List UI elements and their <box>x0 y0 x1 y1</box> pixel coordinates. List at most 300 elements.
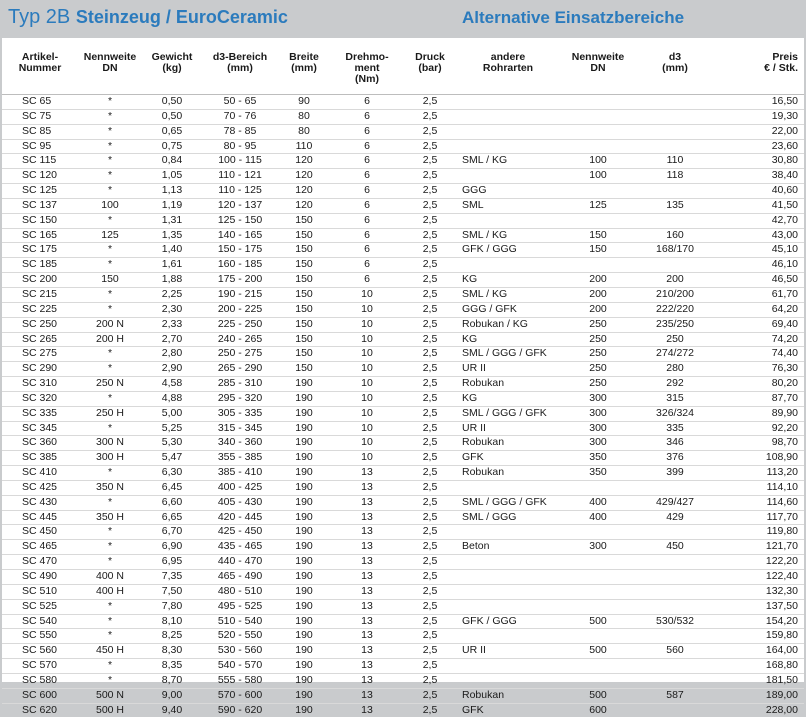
cell-preis: 22,00 <box>714 124 804 139</box>
column-header-line: Drehmo- <box>330 52 404 63</box>
cell-alt-nennweite-dn: 500 <box>560 644 636 659</box>
cell-preis: 40,60 <box>714 184 804 199</box>
cell-nennweite-dn: * <box>78 525 142 540</box>
cell-alt-nennweite-dn: 150 <box>560 243 636 258</box>
cell-artikel-nummer: SC 425 <box>2 480 78 495</box>
table-row <box>2 332 804 347</box>
table-row <box>2 673 804 688</box>
cell-alt-nennweite-dn: 100 <box>560 154 636 169</box>
cell-andere-rohrarten: GFK <box>456 451 560 466</box>
cell-alt-nennweite-dn: 300 <box>560 540 636 555</box>
cell-andere-rohrarten <box>456 213 560 228</box>
cell-d3-bereich: 125 - 150 <box>202 213 278 228</box>
cell-andere-rohrarten: KG <box>456 273 560 288</box>
table-row <box>2 421 804 436</box>
cell-artikel-nummer: SC 385 <box>2 451 78 466</box>
column-header-line: Nennweite <box>560 52 636 63</box>
column-header-breite <box>278 52 330 95</box>
cell-nennweite-dn: 400 N <box>78 570 142 585</box>
cell-d3-bereich: 400 - 425 <box>202 480 278 495</box>
cell-artikel-nummer: SC 335 <box>2 406 78 421</box>
cell-preis: 42,70 <box>714 213 804 228</box>
cell-nennweite-dn: * <box>78 169 142 184</box>
cell-andere-rohrarten: GGG <box>456 184 560 199</box>
cell-d3-bereich: 495 - 525 <box>202 599 278 614</box>
cell-druck: 2,5 <box>404 95 456 110</box>
cell-alt-d3 <box>636 213 714 228</box>
cell-drehmoment: 10 <box>330 362 404 377</box>
cell-breite: 190 <box>278 555 330 570</box>
cell-preis: 64,20 <box>714 302 804 317</box>
table-row <box>2 154 804 169</box>
cell-gewicht: 6,90 <box>142 540 202 555</box>
cell-gewicht: 2,33 <box>142 317 202 332</box>
cell-alt-nennweite-dn: 600 <box>560 703 636 717</box>
cell-nennweite-dn: * <box>78 362 142 377</box>
cell-drehmoment: 6 <box>330 124 404 139</box>
cell-druck: 2,5 <box>404 629 456 644</box>
cell-druck: 2,5 <box>404 154 456 169</box>
cell-gewicht: 7,80 <box>142 599 202 614</box>
cell-alt-d3: 250 <box>636 332 714 347</box>
cell-gewicht: 0,65 <box>142 124 202 139</box>
cell-breite: 120 <box>278 184 330 199</box>
cell-d3-bereich: 50 - 65 <box>202 95 278 110</box>
cell-breite: 80 <box>278 124 330 139</box>
column-header-gewicht <box>142 52 202 95</box>
cell-nennweite-dn: * <box>78 659 142 674</box>
cell-gewicht: 1,35 <box>142 228 202 243</box>
cell-drehmoment: 13 <box>330 614 404 629</box>
cell-artikel-nummer: SC 620 <box>2 703 78 717</box>
cell-nennweite-dn: * <box>78 629 142 644</box>
cell-nennweite-dn: 200 H <box>78 332 142 347</box>
cell-drehmoment: 10 <box>330 391 404 406</box>
column-header-andere-rohrarten <box>456 52 560 95</box>
cell-alt-nennweite-dn: 350 <box>560 451 636 466</box>
table-row <box>2 555 804 570</box>
cell-gewicht: 1,13 <box>142 184 202 199</box>
cell-preis: 16,50 <box>714 95 804 110</box>
cell-andere-rohrarten: Robukan <box>456 466 560 481</box>
table-row <box>2 629 804 644</box>
cell-drehmoment: 13 <box>330 644 404 659</box>
cell-d3-bereich: 590 - 620 <box>202 703 278 717</box>
cell-drehmoment: 13 <box>330 510 404 525</box>
table-row <box>2 599 804 614</box>
cell-andere-rohrarten <box>456 124 560 139</box>
cell-alt-d3 <box>636 703 714 717</box>
cell-preis: 168,80 <box>714 659 804 674</box>
cell-andere-rohrarten: Robukan <box>456 688 560 703</box>
cell-alt-d3: 235/250 <box>636 317 714 332</box>
cell-drehmoment: 6 <box>330 95 404 110</box>
table-row <box>2 109 804 124</box>
cell-breite: 190 <box>278 525 330 540</box>
cell-drehmoment: 10 <box>330 436 404 451</box>
cell-nennweite-dn: * <box>78 673 142 688</box>
cell-alt-nennweite-dn <box>560 139 636 154</box>
cell-andere-rohrarten: SML / GGG / GFK <box>456 406 560 421</box>
cell-alt-d3: 135 <box>636 198 714 213</box>
column-header-alt-d3 <box>636 52 714 95</box>
cell-breite: 120 <box>278 154 330 169</box>
cell-d3-bereich: 70 - 76 <box>202 109 278 124</box>
cell-breite: 150 <box>278 213 330 228</box>
cell-drehmoment: 10 <box>330 421 404 436</box>
cell-alt-nennweite-dn: 250 <box>560 332 636 347</box>
cell-artikel-nummer: SC 275 <box>2 347 78 362</box>
cell-gewicht: 6,60 <box>142 495 202 510</box>
cell-preis: 76,30 <box>714 362 804 377</box>
cell-breite: 190 <box>278 495 330 510</box>
cell-nennweite-dn: 400 H <box>78 584 142 599</box>
cell-preis: 154,20 <box>714 614 804 629</box>
cell-nennweite-dn: * <box>78 347 142 362</box>
cell-druck: 2,5 <box>404 124 456 139</box>
cell-gewicht: 6,45 <box>142 480 202 495</box>
cell-alt-d3 <box>636 584 714 599</box>
column-header-line: DN <box>78 63 142 74</box>
cell-druck: 2,5 <box>404 614 456 629</box>
cell-druck: 2,5 <box>404 362 456 377</box>
cell-alt-nennweite-dn <box>560 570 636 585</box>
cell-gewicht: 8,70 <box>142 673 202 688</box>
column-header-d3-bereich <box>202 52 278 95</box>
cell-alt-d3: 587 <box>636 688 714 703</box>
cell-alt-nennweite-dn: 500 <box>560 688 636 703</box>
cell-drehmoment: 10 <box>330 347 404 362</box>
cell-gewicht: 2,25 <box>142 287 202 302</box>
cell-preis: 113,20 <box>714 466 804 481</box>
cell-preis: 114,10 <box>714 480 804 495</box>
table-row <box>2 584 804 599</box>
cell-d3-bereich: 140 - 165 <box>202 228 278 243</box>
cell-alt-d3 <box>636 184 714 199</box>
cell-artikel-nummer: SC 430 <box>2 495 78 510</box>
column-header-line: (Nm) <box>330 74 404 85</box>
cell-preis: 30,80 <box>714 154 804 169</box>
cell-breite: 190 <box>278 377 330 392</box>
cell-alt-d3 <box>636 480 714 495</box>
cell-drehmoment: 13 <box>330 584 404 599</box>
cell-d3-bereich: 435 - 465 <box>202 540 278 555</box>
cell-alt-d3: 210/200 <box>636 287 714 302</box>
cell-druck: 2,5 <box>404 644 456 659</box>
cell-andere-rohrarten: UR II <box>456 362 560 377</box>
column-header-drehmoment <box>330 52 404 95</box>
cell-nennweite-dn: 250 H <box>78 406 142 421</box>
cell-preis: 121,70 <box>714 540 804 555</box>
cell-gewicht: 1,31 <box>142 213 202 228</box>
cell-nennweite-dn: 350 H <box>78 510 142 525</box>
cell-alt-nennweite-dn: 350 <box>560 466 636 481</box>
cell-druck: 2,5 <box>404 599 456 614</box>
cell-andere-rohrarten: GFK / GGG <box>456 614 560 629</box>
cell-preis: 117,70 <box>714 510 804 525</box>
cell-d3-bereich: 355 - 385 <box>202 451 278 466</box>
cell-nennweite-dn: 500 H <box>78 703 142 717</box>
cell-alt-d3: 110 <box>636 154 714 169</box>
cell-artikel-nummer: SC 580 <box>2 673 78 688</box>
cell-breite: 150 <box>278 258 330 273</box>
cell-artikel-nummer: SC 290 <box>2 362 78 377</box>
cell-artikel-nummer: SC 185 <box>2 258 78 273</box>
table-row <box>2 688 804 703</box>
cell-drehmoment: 10 <box>330 287 404 302</box>
cell-breite: 80 <box>278 109 330 124</box>
cell-nennweite-dn: 300 H <box>78 451 142 466</box>
column-header-line: Nummer <box>2 63 78 74</box>
product-title <box>8 6 288 29</box>
cell-preis: 228,00 <box>714 703 804 717</box>
column-header-line: (mm) <box>278 63 330 74</box>
cell-alt-nennweite-dn: 125 <box>560 198 636 213</box>
cell-d3-bereich: 250 - 275 <box>202 347 278 362</box>
cell-alt-nennweite-dn: 500 <box>560 614 636 629</box>
column-header-preis <box>714 52 804 95</box>
cell-d3-bereich: 175 - 200 <box>202 273 278 288</box>
cell-alt-d3: 530/532 <box>636 614 714 629</box>
cell-drehmoment: 13 <box>330 466 404 481</box>
cell-druck: 2,5 <box>404 228 456 243</box>
table-body <box>2 95 804 717</box>
cell-druck: 2,5 <box>404 258 456 273</box>
cell-alt-d3: 315 <box>636 391 714 406</box>
cell-artikel-nummer: SC 445 <box>2 510 78 525</box>
cell-alt-nennweite-dn <box>560 184 636 199</box>
cell-breite: 190 <box>278 688 330 703</box>
cell-preis: 92,20 <box>714 421 804 436</box>
cell-breite: 190 <box>278 599 330 614</box>
cell-druck: 2,5 <box>404 570 456 585</box>
cell-gewicht: 0,50 <box>142 109 202 124</box>
cell-andere-rohrarten <box>456 258 560 273</box>
cell-drehmoment: 6 <box>330 169 404 184</box>
cell-d3-bereich: 520 - 550 <box>202 629 278 644</box>
table-row <box>2 228 804 243</box>
cell-drehmoment: 6 <box>330 109 404 124</box>
column-header-nennweite-dn <box>78 52 142 95</box>
table-row <box>2 243 804 258</box>
column-header-line: (mm) <box>202 63 278 74</box>
cell-gewicht: 1,40 <box>142 243 202 258</box>
cell-druck: 2,5 <box>404 139 456 154</box>
cell-d3-bereich: 190 - 215 <box>202 287 278 302</box>
cell-drehmoment: 6 <box>330 139 404 154</box>
cell-artikel-nummer: SC 250 <box>2 317 78 332</box>
cell-alt-nennweite-dn <box>560 525 636 540</box>
cell-breite: 90 <box>278 95 330 110</box>
cell-gewicht: 9,00 <box>142 688 202 703</box>
cell-nennweite-dn: * <box>78 95 142 110</box>
cell-d3-bereich: 120 - 137 <box>202 198 278 213</box>
cell-alt-nennweite-dn <box>560 599 636 614</box>
column-header-line: DN <box>560 63 636 74</box>
cell-alt-d3 <box>636 659 714 674</box>
cell-artikel-nummer: SC 150 <box>2 213 78 228</box>
cell-artikel-nummer: SC 560 <box>2 644 78 659</box>
table-row <box>2 377 804 392</box>
cell-nennweite-dn: 125 <box>78 228 142 243</box>
table-row <box>2 570 804 585</box>
cell-andere-rohrarten <box>456 109 560 124</box>
cell-alt-nennweite-dn: 400 <box>560 495 636 510</box>
cell-breite: 150 <box>278 243 330 258</box>
cell-nennweite-dn: * <box>78 391 142 406</box>
cell-drehmoment: 13 <box>330 570 404 585</box>
cell-andere-rohrarten <box>456 480 560 495</box>
table-row <box>2 391 804 406</box>
cell-breite: 190 <box>278 614 330 629</box>
cell-nennweite-dn: * <box>78 495 142 510</box>
cell-druck: 2,5 <box>404 406 456 421</box>
cell-alt-nennweite-dn: 300 <box>560 421 636 436</box>
cell-nennweite-dn: * <box>78 466 142 481</box>
column-header-line: Breite <box>278 52 330 63</box>
cell-andere-rohrarten: GFK <box>456 703 560 717</box>
cell-gewicht: 8,25 <box>142 629 202 644</box>
cell-breite: 110 <box>278 139 330 154</box>
cell-nennweite-dn: 250 N <box>78 377 142 392</box>
cell-drehmoment: 10 <box>330 317 404 332</box>
cell-nennweite-dn: * <box>78 258 142 273</box>
column-header-line: Nennweite <box>78 52 142 63</box>
page-header <box>0 0 806 36</box>
cell-artikel-nummer: SC 215 <box>2 287 78 302</box>
cell-druck: 2,5 <box>404 184 456 199</box>
column-header-line: Artikel- <box>2 52 78 63</box>
cell-preis: 23,60 <box>714 139 804 154</box>
cell-alt-d3 <box>636 109 714 124</box>
cell-gewicht: 0,75 <box>142 139 202 154</box>
cell-gewicht: 6,65 <box>142 510 202 525</box>
cell-drehmoment: 13 <box>330 495 404 510</box>
cell-preis: 164,00 <box>714 644 804 659</box>
cell-artikel-nummer: SC 165 <box>2 228 78 243</box>
cell-breite: 150 <box>278 317 330 332</box>
cell-d3-bereich: 510 - 540 <box>202 614 278 629</box>
cell-gewicht: 2,80 <box>142 347 202 362</box>
cell-d3-bereich: 305 - 335 <box>202 406 278 421</box>
cell-preis: 41,50 <box>714 198 804 213</box>
cell-drehmoment: 13 <box>330 480 404 495</box>
cell-preis: 46,50 <box>714 273 804 288</box>
cell-alt-d3 <box>636 525 714 540</box>
cell-alt-nennweite-dn <box>560 124 636 139</box>
cell-d3-bereich: 555 - 580 <box>202 673 278 688</box>
cell-druck: 2,5 <box>404 302 456 317</box>
cell-alt-nennweite-dn: 150 <box>560 228 636 243</box>
cell-druck: 2,5 <box>404 169 456 184</box>
cell-druck: 2,5 <box>404 377 456 392</box>
table-row <box>2 124 804 139</box>
cell-nennweite-dn: * <box>78 184 142 199</box>
cell-andere-rohrarten: SML / KG <box>456 228 560 243</box>
cell-nennweite-dn: * <box>78 139 142 154</box>
cell-drehmoment: 13 <box>330 688 404 703</box>
cell-breite: 190 <box>278 540 330 555</box>
cell-breite: 190 <box>278 673 330 688</box>
cell-breite: 190 <box>278 451 330 466</box>
cell-andere-rohrarten: KG <box>456 332 560 347</box>
column-header-druck <box>404 52 456 95</box>
cell-alt-nennweite-dn <box>560 95 636 110</box>
cell-drehmoment: 13 <box>330 599 404 614</box>
cell-artikel-nummer: SC 490 <box>2 570 78 585</box>
cell-gewicht: 5,25 <box>142 421 202 436</box>
cell-druck: 2,5 <box>404 436 456 451</box>
cell-artikel-nummer: SC 525 <box>2 599 78 614</box>
cell-nennweite-dn: * <box>78 109 142 124</box>
cell-artikel-nummer: SC 115 <box>2 154 78 169</box>
cell-d3-bereich: 200 - 225 <box>202 302 278 317</box>
cell-nennweite-dn: * <box>78 213 142 228</box>
cell-breite: 150 <box>278 273 330 288</box>
table-row <box>2 540 804 555</box>
cell-gewicht: 2,90 <box>142 362 202 377</box>
cell-artikel-nummer: SC 600 <box>2 688 78 703</box>
cell-gewicht: 1,88 <box>142 273 202 288</box>
cell-andere-rohrarten: GGG / GFK <box>456 302 560 317</box>
cell-breite: 150 <box>278 228 330 243</box>
cell-alt-nennweite-dn: 300 <box>560 436 636 451</box>
cell-breite: 190 <box>278 703 330 717</box>
cell-gewicht: 6,70 <box>142 525 202 540</box>
column-header-line: Gewicht <box>142 52 202 63</box>
cell-druck: 2,5 <box>404 673 456 688</box>
cell-drehmoment: 13 <box>330 540 404 555</box>
cell-preis: 87,70 <box>714 391 804 406</box>
table-row <box>2 703 804 717</box>
table-row <box>2 614 804 629</box>
table-row <box>2 287 804 302</box>
cell-druck: 2,5 <box>404 109 456 124</box>
cell-alt-nennweite-dn <box>560 555 636 570</box>
price-table <box>2 52 804 717</box>
cell-d3-bereich: 425 - 450 <box>202 525 278 540</box>
cell-breite: 190 <box>278 421 330 436</box>
column-header-line: Preis <box>714 52 798 63</box>
cell-artikel-nummer: SC 85 <box>2 124 78 139</box>
column-header-line: (mm) <box>636 63 714 74</box>
cell-druck: 2,5 <box>404 243 456 258</box>
cell-gewicht: 4,58 <box>142 377 202 392</box>
cell-gewicht: 6,30 <box>142 466 202 481</box>
cell-d3-bereich: 285 - 310 <box>202 377 278 392</box>
table-row <box>2 659 804 674</box>
cell-drehmoment: 6 <box>330 273 404 288</box>
cell-d3-bereich: 420 - 445 <box>202 510 278 525</box>
cell-artikel-nummer: SC 465 <box>2 540 78 555</box>
cell-alt-nennweite-dn <box>560 673 636 688</box>
cell-andere-rohrarten <box>456 169 560 184</box>
cell-andere-rohrarten <box>456 629 560 644</box>
cell-gewicht: 1,05 <box>142 169 202 184</box>
table-row <box>2 644 804 659</box>
cell-druck: 2,5 <box>404 466 456 481</box>
cell-nennweite-dn: * <box>78 599 142 614</box>
cell-nennweite-dn: 100 <box>78 198 142 213</box>
cell-breite: 190 <box>278 480 330 495</box>
table-header <box>2 52 804 95</box>
column-header-line: Rohrarten <box>456 63 560 74</box>
cell-andere-rohrarten: UR II <box>456 421 560 436</box>
cell-breite: 190 <box>278 570 330 585</box>
cell-artikel-nummer: SC 510 <box>2 584 78 599</box>
table-row <box>2 510 804 525</box>
cell-nennweite-dn: * <box>78 154 142 169</box>
